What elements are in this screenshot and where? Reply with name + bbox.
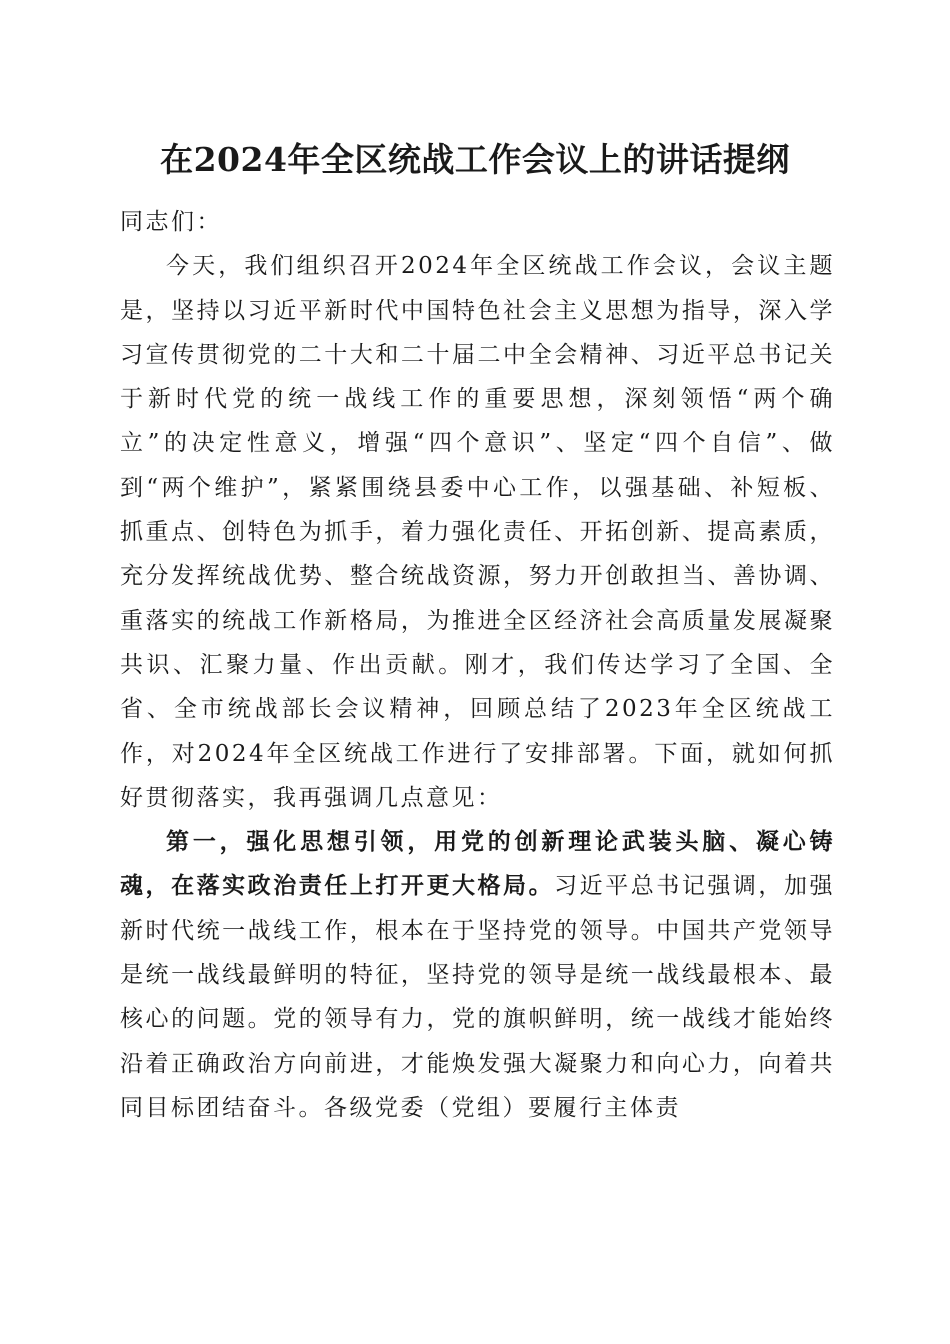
paragraph-opening: 今天，我们组织召开2024年全区统战工作会议，会议主题是，坚持以习近平新时代中国特色社会主义思想为指导，深入学习宣传贯彻党的二十大和二十届二中全会精神、习近平总书记关于新时代党的统一战线工作的重要思想，深刻领悟“两个确立”的决定性意义，增强“四个意识”、坚定“四个自信”、做到“两个维护”，紧紧围绕县委中心工作，以强基础、补短板、抓重点、创特色为抓手，着力强化责任、开拓创新、提高素质，充分发挥统战优势、整合统战资源，努力开创敢担当、善协调、重落实的统战工作新格局，为推进全区经济社会高质量发展凝聚共识、汇聚力量、作出贡献。刚才，我们传达学习了全国、全省、全市统战部长会议精神，回顾总结了2023年全区统战工作，对2024年全区统战工作进行了安排部署。下面，就如何抓好贯彻落实，我再强调几点意见：: [120, 253, 835, 811]
paragraph-first-point-heading: 第一，强化思想引领，用党的创新理论武装头脑、凝心铸魂，在落实政治责任上打开更大格局。: [120, 828, 835, 900]
document-title: 在2024年全区统战工作会议上的讲话提纲: [160, 140, 790, 179]
paragraph-first-point: [120, 820, 835, 1130]
paragraph-first-point-body: 习近平总书记强调，加强新时代统一战线工作，根本在于坚持党的领导。中国共产党领导是统一战线最鲜明的特征，坚持党的领导是统一战线最根本、最核心的问题。党的领导有力，党的旗帜鲜明，统一战线才能始终沿着正确政治方向前进，才能焕发强大凝聚力和向心力，向着共同目标团结奋斗。各级党委（党组）要履行主体责: [120, 873, 836, 1121]
document-body: [120, 200, 835, 1130]
salutation: 同志们：: [120, 209, 222, 235]
